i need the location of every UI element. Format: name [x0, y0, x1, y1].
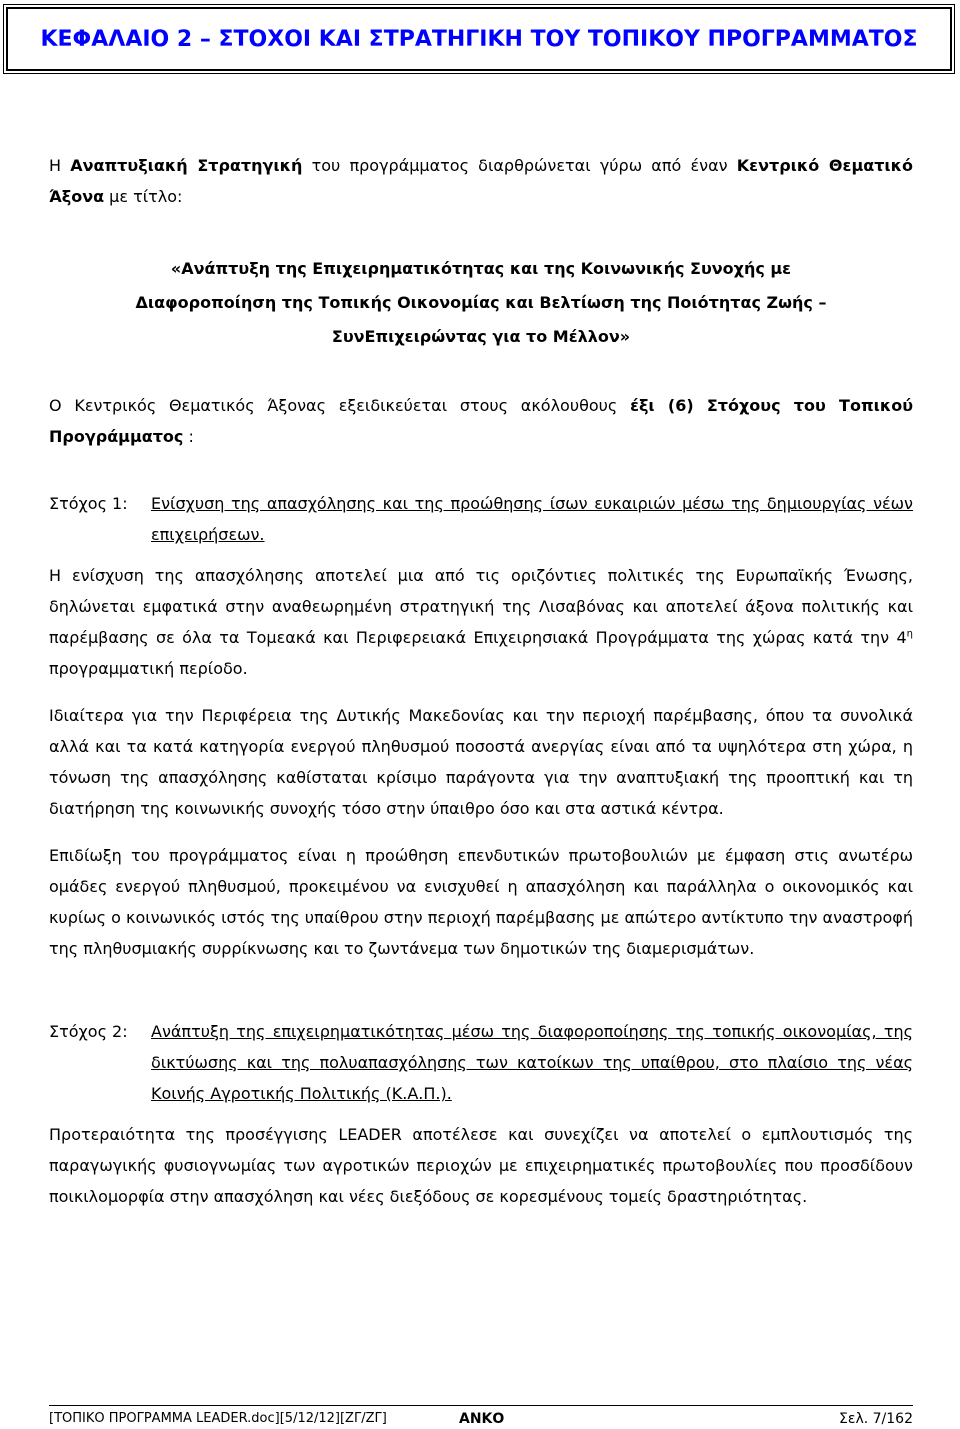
axis-title-line-1: «Ανάπτυξη της Επιχειρηματικότητας και της Κοινωνικής Συνοχής με — [170, 259, 792, 278]
intro-paragraph — [49, 150, 913, 212]
intro-text-3: με τίτλο: — [104, 187, 183, 206]
employment-paragraph — [49, 560, 913, 684]
document-body — [49, 150, 913, 1228]
footer-file-info: [ΤΟΠΙΚΟ ΠΡΟΓΡΑΜΜΑ LEADER.doc][5/12/12][ΖΓ/ΖΓ] — [49, 1411, 387, 1426]
goal-2-text: Ανάπτυξη της επιχειρηματικότητας μέσω της διαφοροποίησης της τοπικής οικονομίας, της δικτύωσης και της πολυαπασχόλησης των κατοίκων της υπαίθρου, στο πλαίσιο της νέας Κοινής Αγροτικής Πολιτικής (Κ.Α.Π.). — [151, 1022, 913, 1103]
axis-title-line-3: ΣυνΕπιχειρώντας για το Μέλλον» — [331, 327, 631, 346]
footer-organization: ΑΝΚΟ — [459, 1411, 505, 1427]
intro-text-1: Η — [49, 156, 71, 175]
intro-bold-axis: Κεντρικό Θεματικό Άξονα — [49, 156, 914, 206]
employment-paragraph-text: Η ενίσχυση της απασχόλησης αποτελεί μια από τις οριζόντιες πολιτικές της Ευρωπαϊκής Ένωσης, δηλώνεται εμφατικά στην αναθεωρημένη στρατηγική της Λισαβόνας και αποτελεί άξονα πολιτικής και παρέμβασης σε όλα τα Τομεακά και Περιφερειακά Επιχειρησιακά Προγράμματα της χώρας κατά την 4 — [49, 566, 913, 647]
chapter-header-inner-border — [6, 7, 952, 71]
six-goals-bold: έξι (6) Στόχους του Τοπικού Προγράμματος — [49, 396, 913, 446]
page-footer — [49, 1405, 913, 1427]
west-macedonia-paragraph: Ιδιαίτερα για την Περιφέρεια της Δυτικής Μακεδονίας και την περιοχή παρέμβασης, όπου τα συνολικά αλλά και τα κατά κατηγορία ενεργού πληθυσμού ποσοστά ανεργίας είναι από τα υψηλότερα στη χώρα, η τόνωση της απασχόλησης καθίσταται κρίσιμο παράγοντα για την αναπτυξιακή της προοπτική και τη διατήρηση της κοινωνικής συνοχής τόσο στην ύπαιθρο όσο και στα αστικά κέντρα. — [49, 706, 913, 818]
six-goals-text-2: : — [183, 427, 194, 446]
employment-paragraph-tail: προγραμματική περίοδο. — [49, 659, 248, 678]
leader-priority-paragraph: Προτεραιότητα της προσέγγισης LEADER αποτέλεσε και συνεχίζει να αποτελεί ο εμπλουτισμός της παραγωγικής φυσιογνωμίας των αγροτικών περιοχών με επιχειρηματικές πρωτοβουλίες που προσδίδουν ποικιλομορφία στην απασχόληση και νέες διεξόδους σε κορεσμένους τομείς δραστηριότητας. — [49, 1125, 913, 1206]
intro-bold-strategy: Αναπτυξιακή Στρατηγική — [70, 156, 303, 175]
goal-1-text: Ενίσχυση της απασχόλησης και της προώθησης ίσων ευκαιριών μέσω της δημιουργίας νέων επιχειρήσεων. — [151, 494, 913, 544]
employment-paragraph-superscript: η — [906, 628, 913, 640]
goal-1 — [49, 488, 913, 550]
six-goals-text-1: Ο Κεντρικός Θεματικός Άξονας εξειδικεύεται στους ακόλουθους — [49, 396, 631, 415]
six-goals-paragraph — [49, 390, 913, 452]
goal-2 — [49, 1016, 913, 1109]
chapter-header-box — [3, 4, 955, 74]
axis-title-line-2: Διαφοροποίηση της Τοπικής Οικονομίας και Βελτίωση της Ποιότητας Ζωής – — [135, 293, 827, 312]
spacer — [49, 980, 913, 1016]
goal-2-label: Στόχος 2: — [49, 1022, 128, 1041]
goal-1-label: Στόχος 1: — [49, 494, 128, 513]
footer-page-number: Σελ. 7/162 — [839, 1411, 913, 1427]
programme-aim-paragraph: Επιδίωξη του προγράμματος είναι η προώθηση επενδυτικών πρωτοβουλιών με έμφαση στις ανωτέρω ομάδες ενεργού πληθυσμού, προκειμένου να ενισχυθεί η απασχόληση και παράλληλα ο οικονομικός και κυρίως ο κοινωνικός ιστός της υπαίθρου στην περιοχή παρέμβασης με απώτερο αντίκτυπο την αναστροφή της πληθυσμιακής συρρίκνωσης και το ζωντάνεμα των δημοτικών της διαμερισμάτων. — [49, 846, 913, 958]
chapter-title: ΚΕΦΑΛΑΙΟ 2 – ΣΤΟΧΟΙ ΚΑΙ ΣΤΡΑΤΗΓΙΚΗ ΤΟΥ ΤΟΠΙΚΟΥ ΠΡΟΓΡΑΜΜΑΤΟΣ — [40, 26, 918, 52]
central-axis-title — [49, 252, 913, 354]
intro-text-2: του προγράμματος διαρθρώνεται γύρω από έναν — [302, 156, 737, 175]
